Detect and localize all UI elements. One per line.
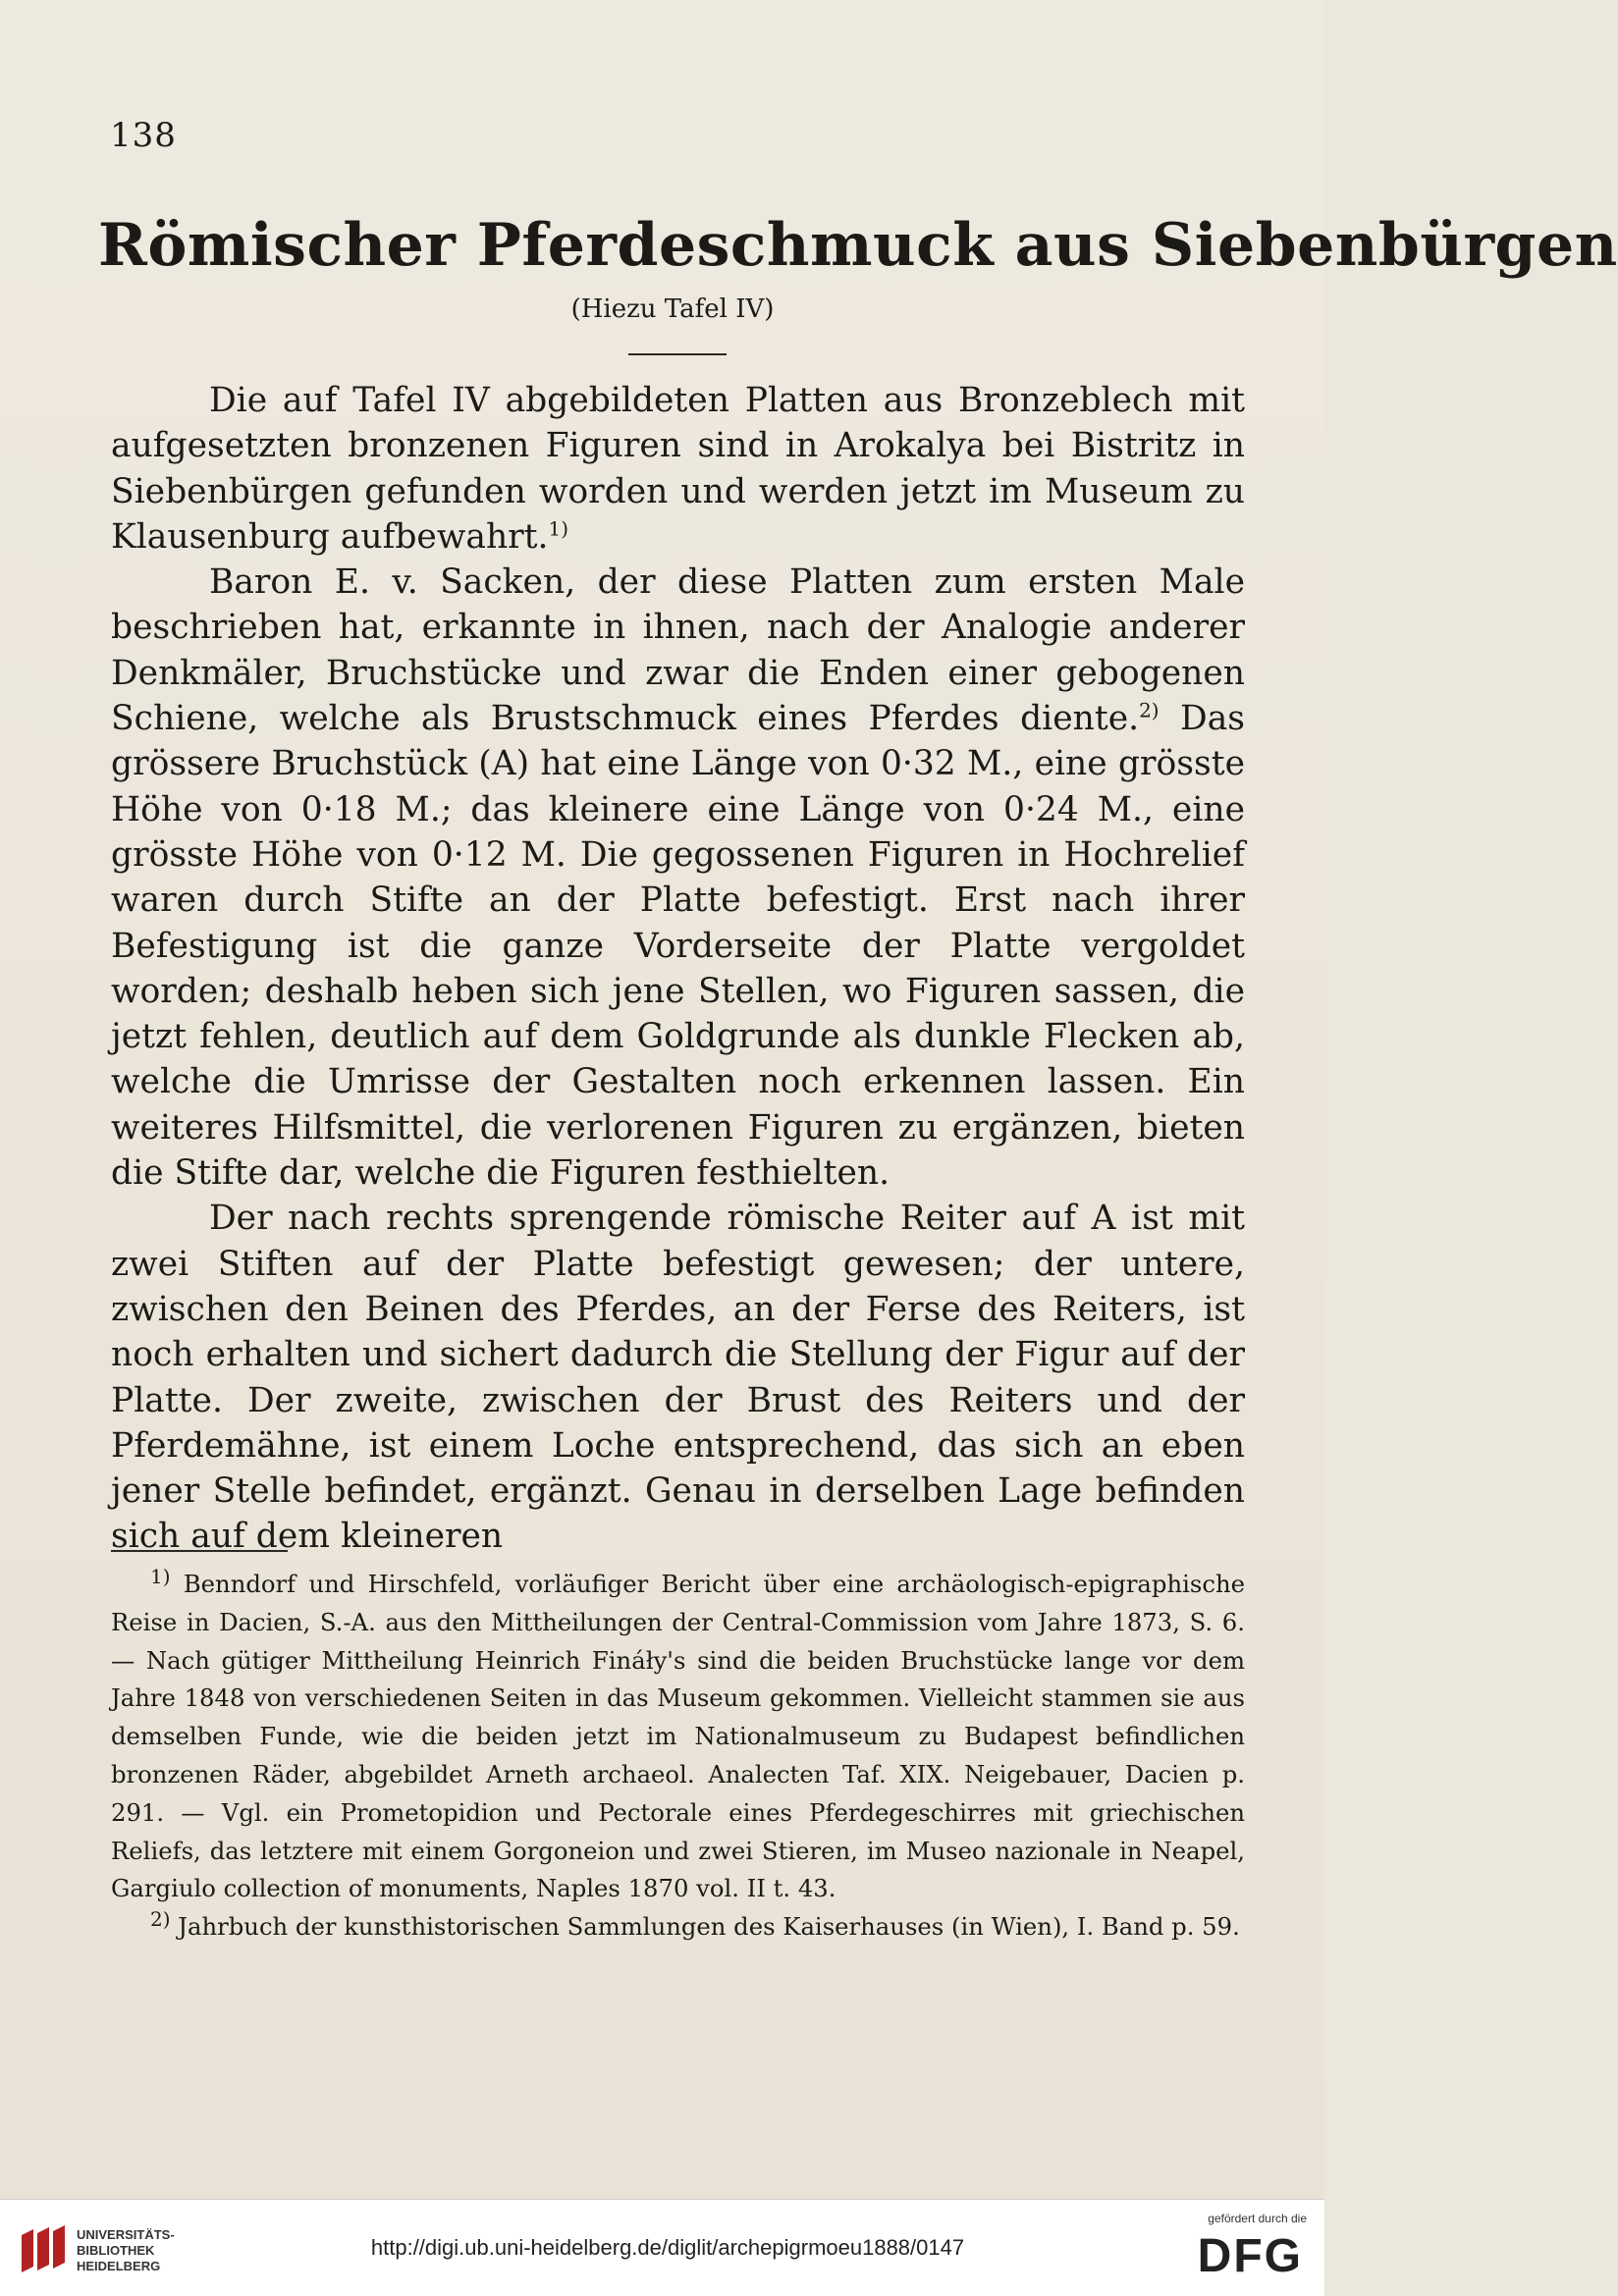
university-library-logo-icon — [14, 2221, 73, 2280]
footnote-1-mark: 1) — [150, 1564, 171, 1588]
paragraph-1 — [111, 378, 1245, 560]
digitization-footer — [0, 2199, 1324, 2296]
footnotes — [111, 1566, 1245, 1947]
footnote-divider — [111, 1550, 288, 1552]
funding-label: gefördert durch die — [1208, 2212, 1307, 2225]
footnote-1-text: Benndorf und Hirschfeld, vorläufiger Bericht über eine archäologisch-epigraphische Reise in Dacien, S.-A. aus den Mittheilungen der Central-Commission vom Jahre 1873, S. 6. — Nach gütiger Mittheilung Heinrich Fináły's sind die beiden Bruchstücke lange vor dem Jahre 1848 von verschiedenen Seiten in das Museum gekommen. Vielleicht stammen sie aus demselben Funde, wie die beiden jetzt im Nationalmuseum zu Budapest befindlichen bronzenen Räder, abgebildet Arneth archaeol. Analecten Taf. XIX. Neigebauer, Dacien p. 291. — Vgl. ein Prometopidion und Pectorale eines Pferdegeschirres mit griechischen Reliefs, das letztere mit einem Gorgoneion und zwei Stieren, im Museo nazionale in Neapel, Gargiulo collection of monuments, Naples 1870 vol. II t. 43. — [111, 1570, 1245, 1903]
paragraph-2-text-b: Das grössere Bruchstück (A) hat eine Länge von 0·32 M., eine grösste Höhe von 0·18 M.; das kleinere eine Länge von 0·24 M., eine grösste Höhe von 0·12 M. Die gegossenen Figuren in Hochrelief waren durch Stifte an der Platte befestigt. Erst nach ihrer Befestigung ist die ganze Vorderseite der Platte vergoldet worden; deshalb heben sich jene Stellen, wo Figuren sassen, die jetzt fehlen, deutlich auf dem Goldgrunde als dunkle Flecken ab, welche die Umrisse der Gestalten noch erkennen lassen. Ein weiteres Hilfsmittel, die verlorenen Figuren zu ergänzen, bieten die Stifte dar, welche die Figuren festhielten. — [111, 699, 1245, 1194]
paragraph-2 — [111, 560, 1245, 1196]
university-library-name — [77, 2227, 175, 2274]
footnote-2-text: Jahrbuch der kunsthistorischen Sammlungen des Kaiserhauses (in Wien), I. Band p. 59. — [170, 1912, 1240, 1942]
paragraph-3: Der nach rechts sprengende römische Reiter auf A ist mit zwei Stiften auf der Platte befestigt gewesen; der untere, zwischen den Beinen des Pferdes, an der Ferse des Reiters, ist noch erhalten und sichert dadurch die Stellung der Figur auf der Platte. Der zweite, zwischen der Brust des Reiters und der Pferdemähne, ist einem Loche entsprechend, das sich an eben jener Stelle befindet, ergänzt. Genau in derselben Lage befinden sich auf dem kleineren — [111, 1199, 1245, 1557]
uni-line-1: UNIVERSITÄTS- — [77, 2227, 175, 2242]
footnote-2-mark: 2) — [150, 1907, 171, 1932]
title-divider — [628, 353, 727, 355]
footnote-1 — [111, 1566, 1245, 1908]
footnote-2 — [111, 1908, 1245, 1947]
permalink-url[interactable]: http://digi.ub.uni-heidelberg.de/diglit/archepigrmoeu1888/0147 — [370, 2235, 965, 2260]
uni-line-2: BIBLIOTHEK — [77, 2243, 155, 2258]
paragraph-1-text: Die auf Tafel IV abgebildeten Platten aus Bronzeblech mit aufgesetzten bronzenen Figuren sind in Arokalya bei Bistritz in Siebenbürgen gefunden worden und werden jetzt im Museum zu Klausenburg aufbewahrt. — [111, 381, 1245, 557]
paragraph-2-text-a: Baron E. v. Sacken, der diese Platten zum ersten Male beschrieben hat, erkannte in ihnen, nach der Analogie anderer Denkmäler, Bruchstücke und zwar die Enden einer gebogenen Schiene, welche als Brustschmuck eines Pferdes diente. — [111, 562, 1245, 739]
footnote-ref-2: 2) — [1139, 698, 1160, 722]
dfg-logo: DFG — [1197, 2230, 1303, 2282]
footnote-ref-1: 1) — [548, 516, 569, 541]
uni-line-3: HEIDELBERG — [77, 2259, 161, 2273]
body-text — [111, 378, 1245, 1560]
page-number: 138 — [110, 116, 177, 155]
page-subtitle: (Hiezu Tafel IV) — [570, 294, 775, 324]
page-title: Römischer Pferdeschmuck aus Siebenbürgen — [98, 211, 1618, 280]
